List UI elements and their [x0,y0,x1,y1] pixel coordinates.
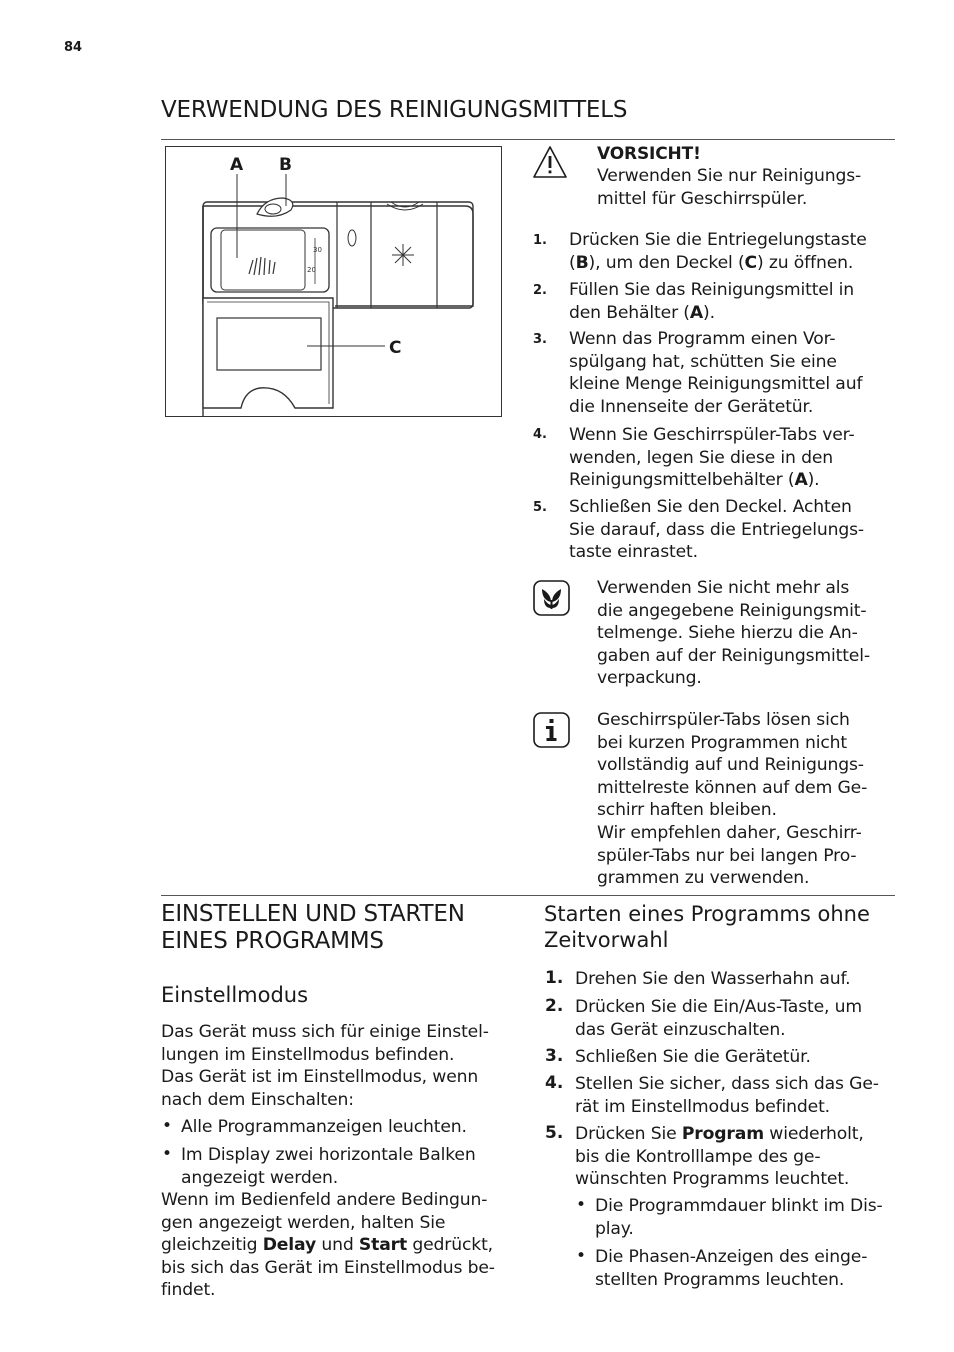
setting-mode-intro: Das Gerät muss sich für einige Einstel- lungen im Einstellmodus befinden. Das Gerät ist im Einstellmodus, wenn nach dem Einschalten: [161,1022,489,1110]
bullet-dot: • [576,1246,587,1266]
setting-mode-bullet: Alle Programmanzeigen leuchten. [181,1117,467,1137]
step-number: 3. [545,1046,564,1066]
bullet-dot: • [162,1144,173,1164]
section-divider-bottom [161,895,895,896]
step-number: 1. [545,968,564,988]
step-text: Wenn Sie Geschirrspüler-Tabs ver- wenden, legen Sie diese in den Reinigungsmittelbehälter (A). [569,425,855,491]
step-number: 1. [533,233,547,248]
bullet-dot: • [162,1116,173,1136]
step-text: Wenn das Programm einen Vor- spülgang hat, schütten Sie eine kleine Menge Reinigungsmittel auf die Innenseite der Gerätetür. [569,329,863,417]
caution-heading: VORSICHT! [597,144,701,164]
scale-30-label: 30 [313,246,322,254]
caution-text: Verwenden Sie nur Reinigungs- mittel für Geschirrspüler. [597,166,862,209]
warning-triangle-icon [532,145,568,183]
step-number: 5. [545,1123,564,1143]
step-text: Drücken Sie Program wiederholt, bis die Kontrolllampe des ge- wünschten Programms leuchtet. [575,1124,864,1190]
step-text: Schließen Sie die Gerätetür. [575,1047,811,1067]
figure-label-c: C [389,338,402,358]
section-title-start-program: Starten eines Programms ohne Zeitvorwahl [544,902,870,952]
step-number: 2. [533,283,547,298]
bullet-dot: • [576,1195,587,1215]
step-text: Drücken Sie die Entriegelungstaste (B), um den Deckel (C) zu öffnen. [569,230,867,273]
info-note-text: Geschirrspüler-Tabs lösen sich bei kurzen Programmen nicht vollständig auf und Reinigungs- mittelreste können auf dem Ge- schirr haften bleiben. Wir empfehlen daher, Geschirr- spüler-Tabs nur bei langen Pro- grammen zu verwenden. [597,710,868,889]
page-number: 84 [64,40,83,55]
figure-label-b: B [279,155,292,175]
step-text: Füllen Sie das Reinigungsmittel in den Behälter (A). [569,280,855,323]
environment-leaf-icon [533,580,570,620]
step-number: 2. [545,996,564,1016]
step-number: 4. [533,427,547,442]
figure-label-a: A [230,155,244,175]
detergent-dispenser-figure [165,146,502,417]
setting-mode-outro: Wenn im Bedienfeld andere Bedingun- gen angezeigt werden, halten Sie gleichzeitig Delay und Start gedrückt, bis sich das Gerät im Einstellmodus be- findet. [161,1190,495,1301]
step-number: 5. [533,500,547,515]
step-text: Drehen Sie den Wasserhahn auf. [575,969,851,989]
section-title-settings: EINSTELLEN UND STARTEN EINES PROGRAMMS [161,901,465,954]
dispenser-illustration [165,146,502,417]
section-title-detergent: VERWENDUNG DES REINIGUNGSMITTELS [161,97,628,123]
step-text: Drücken Sie die Ein/Aus-Taste, um das Gerät einzuschalten. [575,997,862,1040]
step-text: Stellen Sie sicher, dass sich das Ge- rät im Einstellmodus befindet. [575,1074,879,1117]
setting-mode-bullet: Im Display zwei horizontale Balken angezeigt werden. [181,1145,476,1188]
program-sub-bullet: Die Phasen-Anzeigen des einge- stellten Programms leuchten. [595,1247,868,1290]
step-number: 4. [545,1073,564,1093]
section-divider-top [161,139,895,140]
subsection-title-setting-mode: Einstellmodus [161,983,309,1007]
step-number: 3. [533,332,547,347]
program-sub-bullet: Die Programmdauer blinkt im Dis- play. [595,1196,883,1239]
step-text: Schließen Sie den Deckel. Achten Sie darauf, dass die Entriegelungs- taste einrastet. [569,497,864,563]
info-icon [533,712,570,752]
scale-20-label: 20 [307,266,316,274]
environment-note-text: Verwenden Sie nicht mehr als die angegebene Reinigungsmit- telmenge. Siehe hierzu die An- gaben auf der Reinigungsmittel- verpackung. [597,578,870,689]
